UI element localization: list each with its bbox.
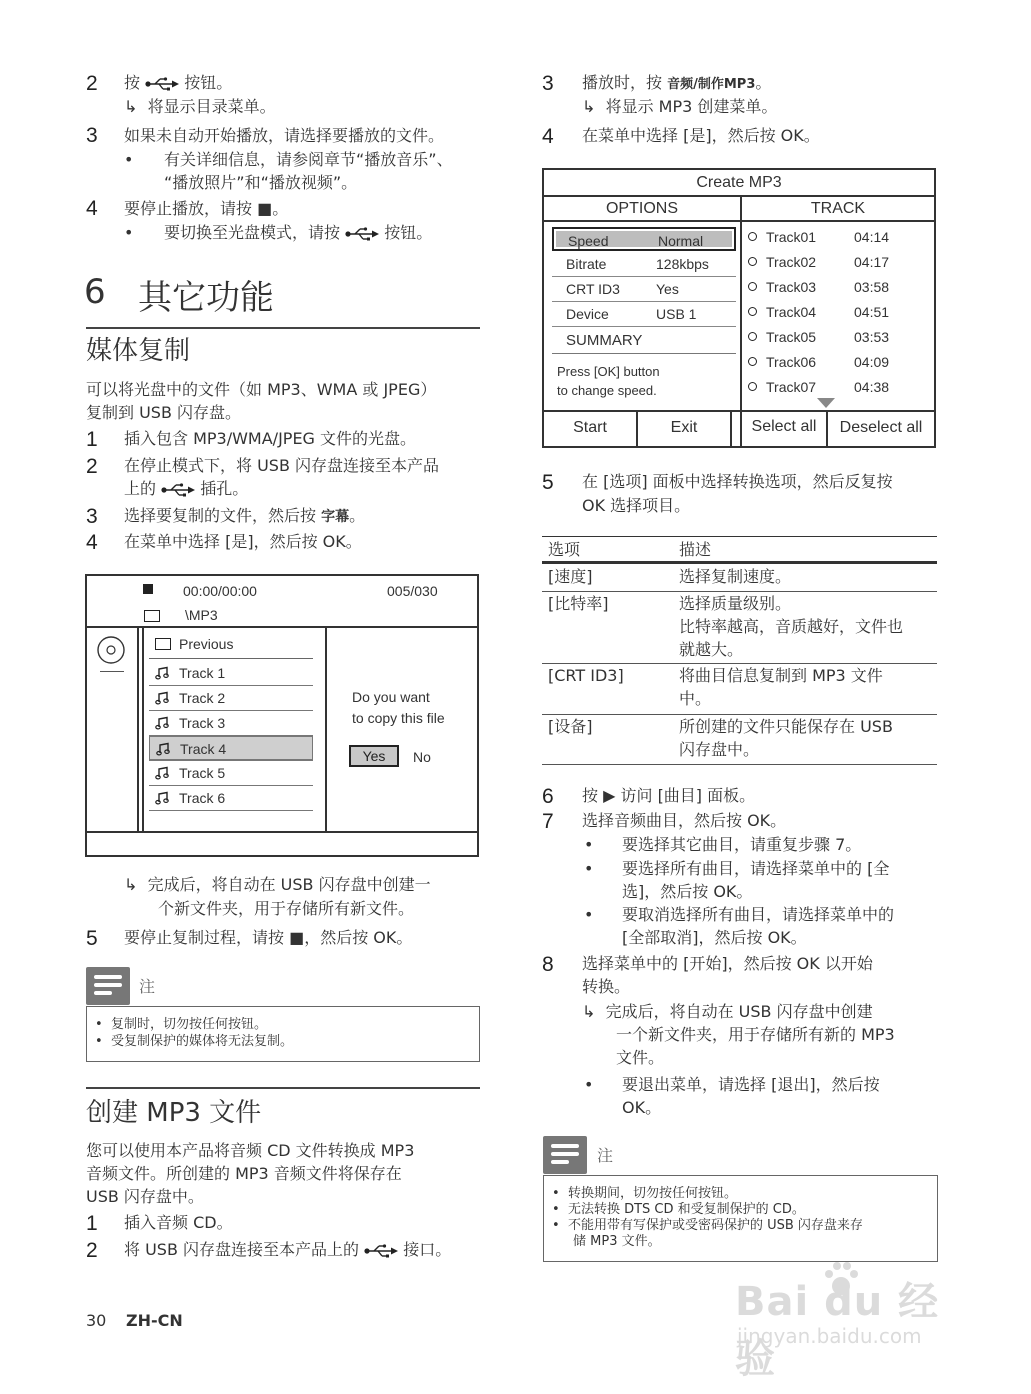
step-text-part: 接口。	[403, 1240, 452, 1259]
paw-icon	[821, 1260, 861, 1300]
track-name: Track 1	[179, 665, 226, 681]
note-item: • 受复制保护的媒体将无法复制。	[95, 1034, 293, 1049]
step-text: 转换。	[582, 977, 631, 996]
step-result	[582, 95, 777, 118]
track-duration: 04:17	[854, 254, 890, 270]
option-description: 中。	[679, 689, 712, 708]
step-number: 7	[542, 810, 554, 833]
step-number: 6	[542, 785, 554, 808]
bullet-text: “播放照片”和“播放视频”。	[164, 173, 358, 192]
option-key: [速度]	[548, 567, 593, 586]
table-header: 描述	[679, 540, 712, 559]
paragraph: 您可以使用本产品将音频 CD 文件转换成 MP3	[86, 1141, 415, 1160]
bullet-text	[164, 221, 432, 244]
track-row[interactable]	[149, 786, 313, 810]
step-number: 2	[86, 455, 98, 478]
bullet-text-part: 按钮。	[384, 223, 433, 242]
divider	[740, 195, 742, 410]
track-row[interactable]	[149, 661, 313, 685]
bullet-text-part: 要切换至光盘模式，请按	[164, 223, 341, 242]
track-row[interactable]	[748, 328, 928, 350]
section-title: 媒体复制	[86, 336, 191, 366]
divider	[100, 671, 124, 672]
arrow-icon: ↳	[582, 1002, 601, 1021]
note-text: 转换期间，切勿按任何按钮。	[567, 1186, 737, 1201]
note-box	[86, 1006, 480, 1062]
step-text	[124, 1238, 451, 1261]
divider	[325, 628, 327, 831]
step-number: 3	[86, 124, 98, 147]
copy-prompt: Do you want	[352, 689, 430, 705]
option-key: [CRT ID3]	[548, 666, 624, 685]
divider	[142, 628, 144, 831]
divider	[544, 220, 934, 222]
track-name: Track04	[766, 304, 817, 320]
page-number: 30	[86, 1311, 107, 1330]
chapter-number: 6	[84, 272, 106, 312]
result-text: 一个新文件夹，用于存储所有新的 MP3	[616, 1025, 895, 1044]
track-duration: 04:51	[854, 304, 890, 320]
track-checkbox-icon[interactable]	[748, 332, 757, 341]
track-row[interactable]	[149, 736, 313, 760]
track-duration: 04:09	[854, 354, 890, 370]
divider	[149, 810, 313, 811]
yes-button[interactable]: Yes	[349, 745, 399, 767]
step-text: 插入包含 MP3/WMA/JPEG 文件的光盘。	[124, 429, 417, 448]
start-button[interactable]: Start	[573, 419, 607, 436]
track-name: Track 6	[179, 790, 226, 806]
bullet-marker: •	[584, 905, 594, 924]
note-item: • 复制时，切勿按任何按钮。	[95, 1017, 267, 1032]
track-name: Track 3	[179, 715, 226, 731]
track-row[interactable]	[149, 686, 313, 710]
step-result	[124, 873, 431, 896]
paragraph: USB 闪存盘中。	[86, 1187, 204, 1206]
step-text: 在 [选项] 面板中选择转换选项，然后反复按	[582, 472, 893, 491]
track-header: TRACK	[810, 200, 866, 217]
result-text: 文件。	[616, 1048, 665, 1067]
track-row[interactable]	[748, 303, 928, 325]
note-text: 无法转换 DTS CD 和受复制保护的 CD。	[567, 1202, 805, 1217]
track-duration: 03:53	[854, 329, 890, 345]
step-text-part: 将 USB 闪存盘连接至本产品上的	[124, 1240, 360, 1259]
option-value: Normal	[658, 233, 704, 249]
note-box	[543, 1175, 938, 1262]
music-note-icon	[155, 716, 169, 730]
step-number: 3	[542, 72, 554, 95]
deselect-all-button[interactable]: Deselect all	[839, 419, 923, 436]
copy-screen	[85, 574, 479, 857]
section-title: 创建 MP3 文件	[86, 1098, 262, 1128]
track-name: Track07	[766, 379, 817, 395]
step-number: 2	[86, 1239, 98, 1262]
bullet-text: OK。	[622, 1098, 662, 1117]
section-rule	[86, 327, 480, 329]
option-key: [比特率]	[548, 594, 609, 613]
track-duration: 04:14	[854, 229, 890, 245]
step-text-part: 播放时，按	[582, 73, 663, 92]
note-item: • 不能用带有写保护或受密码保护的 USB 闪存盘来存	[552, 1218, 863, 1233]
watermark-url: jingyan.baidu.com	[737, 1324, 922, 1348]
step-number: 3	[86, 505, 98, 528]
note-text: 受复制保护的媒体将无法复制。	[110, 1034, 293, 1049]
step-number: 1	[86, 428, 98, 451]
note-label: 注	[597, 1146, 614, 1165]
bullet-marker: •	[584, 835, 594, 854]
option-name: CRT ID3	[566, 281, 620, 297]
music-note-icon	[156, 742, 170, 756]
summary-label: SUMMARY	[566, 332, 643, 349]
result-text: 个新文件夹，用于存储所有新文件。	[158, 899, 415, 918]
track-checkbox-icon[interactable]	[748, 257, 757, 266]
step-result	[124, 95, 276, 118]
track-name: Track03	[766, 279, 817, 295]
folder-path: \MP3	[185, 607, 218, 623]
bullet-marker: •	[584, 859, 594, 878]
step-number: 5	[86, 927, 98, 950]
track-row[interactable]	[748, 378, 928, 400]
option-row[interactable]	[552, 302, 736, 326]
track-name: Track06	[766, 354, 817, 370]
option-row[interactable]	[552, 252, 736, 276]
result-text: 完成后，将自动在 USB 闪存盘中创建一	[147, 875, 431, 894]
arrow-icon: ↳	[124, 875, 143, 894]
track-row[interactable]	[748, 278, 928, 300]
divider	[730, 410, 732, 446]
hint-text: Press [OK] button	[557, 364, 660, 379]
copy-prompt: to copy this file	[352, 710, 445, 726]
track-name: Track05	[766, 329, 817, 345]
step-number: 5	[542, 471, 554, 494]
step-text-part: 。	[349, 506, 366, 525]
arrow-icon: ↳	[124, 97, 143, 116]
step-text	[124, 71, 232, 94]
step-text-part: 按钮。	[184, 73, 233, 92]
track-duration: 04:38	[854, 379, 890, 395]
step-text	[124, 477, 248, 500]
step-text: 插入音频 CD。	[124, 1213, 233, 1232]
option-key: [设备]	[548, 717, 593, 736]
result-text: 将显示 MP3 创建菜单。	[605, 97, 778, 116]
track-row[interactable]	[748, 353, 928, 375]
note-text: 不能用带有写保护或受密码保护的 USB 闪存盘来存	[567, 1218, 863, 1233]
usb-icon	[345, 227, 379, 241]
track-checkbox-icon[interactable]	[748, 282, 757, 291]
note-item: • 无法转换 DTS CD 和受复制保护的 CD。	[552, 1202, 805, 1217]
screen-title: Create MP3	[696, 174, 782, 191]
file-counter: 005/030	[387, 583, 438, 599]
track-name: Track02	[766, 254, 817, 270]
track-checkbox-icon[interactable]	[748, 232, 757, 241]
step-text: 在停止模式下，将 USB 闪存盘连接至本产品	[124, 456, 440, 475]
track-name: Track01	[766, 229, 817, 245]
divider	[552, 353, 736, 354]
music-note-icon	[155, 691, 169, 705]
option-name: Device	[566, 306, 609, 322]
time-display: 00:00/00:00	[183, 583, 257, 599]
watermark-logo: Bai du 经验	[735, 1279, 940, 1382]
step-text: 按 ▶ 访问 [曲目] 面板。	[582, 786, 756, 805]
step-text: 在菜单中选择 [是]，然后按 OK。	[582, 126, 820, 145]
paragraph: 可以将光盘中的文件（如 MP3、WMA 或 JPEG）	[86, 380, 437, 399]
step-text	[124, 504, 365, 529]
bullet-marker: •	[124, 223, 134, 242]
note-label: 注	[139, 977, 156, 996]
option-value: 128kbps	[656, 256, 709, 272]
disc-icon	[96, 635, 126, 665]
step-number: 4	[86, 197, 98, 220]
bullet-text: 要退出菜单，请选择 [退出]，然后按	[622, 1075, 880, 1094]
option-name: Bitrate	[566, 256, 607, 272]
option-row[interactable]	[552, 277, 736, 301]
table-rule	[542, 764, 937, 765]
table-rule	[542, 561, 937, 564]
music-note-icon	[155, 666, 169, 680]
note-text: 复制时，切勿按任何按钮。	[110, 1017, 267, 1032]
stop-icon	[143, 584, 153, 594]
folder-icon	[144, 610, 160, 622]
result-text: 将显示目录菜单。	[147, 97, 276, 116]
folder-icon	[155, 638, 171, 650]
no-button[interactable]: No	[413, 749, 431, 765]
note-item: • 转换期间，切勿按任何按钮。	[552, 1186, 737, 1201]
language-code: ZH-CN	[126, 1311, 183, 1330]
option-description: 所创建的文件只能保存在 USB	[679, 717, 893, 736]
divider	[552, 326, 736, 327]
step-text: 选择菜单中的 [开始]，然后按 OK 以开始	[582, 954, 873, 973]
file-list	[147, 628, 325, 831]
previous-item[interactable]: Previous	[179, 636, 234, 652]
key-label: 音频/制作MP3	[667, 77, 756, 92]
step-number: 4	[542, 125, 554, 148]
bullet-text: 要取消选择所有曲目，请选择菜单中的	[622, 905, 895, 924]
note-icon	[543, 1136, 587, 1174]
usb-icon	[161, 483, 195, 497]
music-note-icon	[155, 766, 169, 780]
step-number: 4	[86, 531, 98, 554]
divider	[544, 410, 934, 412]
track-name: Track 2	[179, 690, 226, 706]
step-text: 要停止复制过程，请按 ■，然后按 OK。	[124, 928, 413, 947]
track-name: Track 5	[179, 765, 226, 781]
bullet-marker: •	[124, 150, 134, 169]
track-checkbox-icon[interactable]	[748, 307, 757, 316]
create-mp3-screen	[542, 168, 936, 448]
section-rule	[86, 1087, 480, 1089]
divider	[87, 831, 477, 833]
bullet-text: 要选择其它曲目，请重复步骤 7。	[622, 835, 862, 854]
select-all-button[interactable]: Select all	[751, 418, 817, 435]
step-text-part: 。	[755, 73, 772, 92]
bullet-marker: •	[584, 1075, 594, 1094]
disc-column	[87, 628, 139, 831]
bullet-text: 有关详细信息，请参阅章节“播放音乐”、	[164, 150, 453, 169]
step-result	[582, 1000, 873, 1023]
option-description: 就越大。	[679, 640, 744, 659]
step-text	[582, 71, 771, 96]
note-icon	[86, 967, 130, 1005]
watermark	[735, 1270, 975, 1382]
step-text: 如果未自动开始播放，请选择要播放的文件。	[124, 126, 445, 145]
track-checkbox-icon[interactable]	[748, 382, 757, 391]
step-text-part: 按	[124, 73, 141, 92]
key-label: 字幕	[321, 509, 350, 525]
usb-icon	[145, 77, 179, 91]
bullet-text: 要选择所有曲目，请选择菜单中的 [全	[622, 859, 890, 878]
note-text: 储 MP3 文件。	[573, 1234, 661, 1249]
music-note-icon	[155, 791, 169, 805]
option-description: 选择质量级别。	[679, 594, 792, 613]
step-number: 2	[86, 72, 98, 95]
step-text-part: 上的	[124, 479, 157, 498]
track-duration: 03:58	[854, 279, 890, 295]
option-description: 将曲目信息复制到 MP3 文件	[679, 666, 883, 685]
track-name: Track 4	[180, 741, 227, 757]
hint-text: to change speed.	[557, 383, 657, 398]
step-text-part: 插孔。	[200, 479, 249, 498]
result-text: 完成后，将自动在 USB 闪存盘中创建	[605, 1002, 873, 1021]
paragraph: 复制到 USB 闪存盘。	[86, 403, 242, 422]
divider	[544, 195, 934, 197]
option-value: Yes	[656, 281, 679, 297]
step-text: 要停止播放，请按 ■。	[124, 199, 289, 218]
option-description: 闪存盘中。	[679, 740, 760, 759]
option-name: Speed	[568, 233, 609, 249]
step-text-part: 选择要复制的文件，然后按	[124, 506, 317, 525]
step-text: OK 选择项目。	[582, 496, 691, 515]
bullet-text: 选]，然后按 OK。	[622, 882, 753, 901]
step-number: 1	[86, 1212, 98, 1235]
step-text: 在菜单中选择 [是]，然后按 OK。	[124, 532, 362, 551]
paragraph: 音频文件。所创建的 MP3 音频文件将保存在	[86, 1164, 402, 1183]
table-rule	[542, 536, 937, 537]
option-row[interactable]	[552, 227, 736, 251]
track-checkbox-icon[interactable]	[748, 357, 757, 366]
track-row[interactable]	[748, 228, 928, 250]
table-header: 选项	[548, 540, 581, 559]
bullet-text: [全部取消]，然后按 OK。	[622, 928, 807, 947]
chapter-title: 其它功能	[138, 278, 274, 318]
option-description: 比特率越高，音质越好，文件也	[679, 617, 904, 636]
usb-icon	[364, 1244, 398, 1258]
options-header: OPTIONS	[605, 200, 678, 217]
option-value: USB 1	[656, 306, 697, 322]
divider	[149, 658, 313, 659]
track-row[interactable]	[149, 761, 313, 785]
track-row[interactable]	[748, 253, 928, 275]
step-text: 选择音频曲目，然后按 OK。	[582, 811, 787, 830]
option-description: 选择复制速度。	[679, 567, 792, 586]
step-number: 8	[542, 953, 554, 976]
exit-button[interactable]: Exit	[670, 419, 698, 436]
arrow-icon: ↳	[582, 97, 601, 116]
track-row[interactable]	[149, 711, 313, 735]
